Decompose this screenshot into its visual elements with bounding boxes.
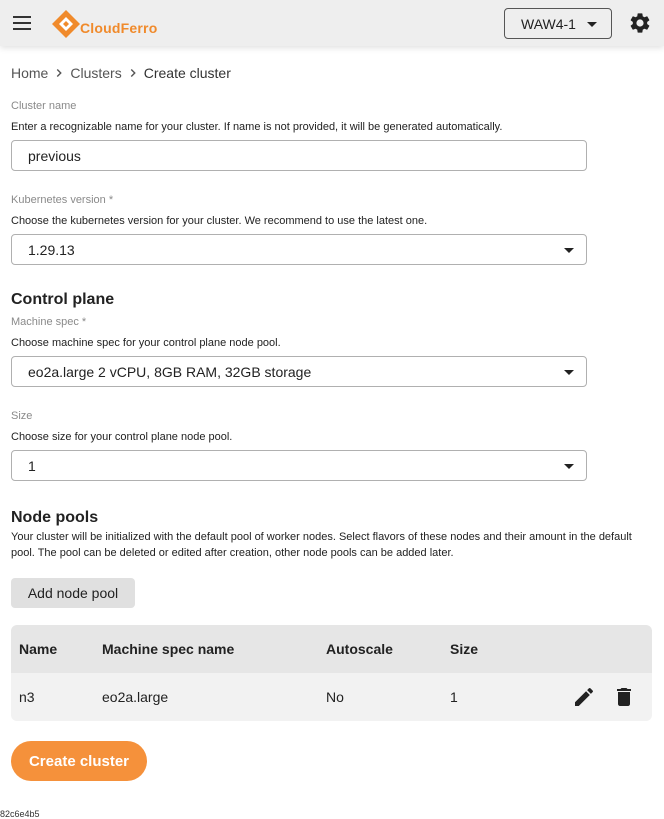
row-machine-spec: eo2a.large bbox=[102, 689, 169, 705]
cluster-name-label: Cluster name bbox=[11, 100, 77, 112]
edit-icon[interactable] bbox=[572, 685, 596, 709]
region-value: WAW4-1 bbox=[521, 15, 576, 32]
gear-icon[interactable] bbox=[628, 11, 652, 35]
brand-logo[interactable] bbox=[51, 8, 171, 40]
chevron-right-icon bbox=[126, 66, 140, 80]
kubernetes-version-label: Kubernetes version * bbox=[11, 194, 114, 206]
caret-down-icon bbox=[564, 248, 574, 253]
node-pools-description: Your cluster will be initialized with the default pool of worker nodes. Select flavors of these nodes and their amount in the default pool. The pool can be deleted or edited after creation, other node pools can be added later. bbox=[11, 531, 632, 559]
table-header bbox=[11, 625, 652, 673]
breadcrumb-clusters[interactable]: Clusters bbox=[70, 65, 122, 81]
kubernetes-version-select[interactable] bbox=[11, 234, 587, 265]
control-plane-title: Control plane bbox=[11, 291, 115, 308]
column-header-machine-spec: Machine spec name bbox=[102, 641, 235, 657]
cloudferro-logo bbox=[51, 9, 81, 39]
machine-spec-value: eo2a.large 2 vCPU, 8GB RAM, 32GB storage bbox=[28, 363, 312, 380]
node-pools-title: Node pools bbox=[11, 509, 99, 526]
size-value: 1 bbox=[28, 457, 36, 474]
top-app-bar bbox=[0, 0, 664, 46]
caret-down-icon bbox=[587, 22, 597, 27]
region-select[interactable] bbox=[504, 8, 612, 39]
breadcrumb-current: Create cluster bbox=[143, 65, 231, 81]
size-help: Choose size for your control plane node pool. bbox=[11, 431, 233, 443]
node-pools-table bbox=[11, 625, 652, 721]
menu-icon[interactable] bbox=[10, 12, 36, 34]
caret-down-icon bbox=[564, 464, 574, 469]
brand-name: CloudFerro bbox=[80, 20, 158, 36]
row-size: 1 bbox=[450, 689, 458, 705]
size-label: Size bbox=[11, 410, 33, 422]
add-node-pool-button[interactable]: Add node pool bbox=[11, 578, 135, 608]
cluster-name-value: previous bbox=[28, 147, 81, 164]
column-header-autoscale: Autoscale bbox=[326, 641, 393, 657]
caret-down-icon bbox=[564, 370, 574, 375]
row-autoscale: No bbox=[326, 689, 344, 705]
build-id: 82c6e4b5 bbox=[0, 809, 40, 819]
size-select[interactable] bbox=[11, 450, 587, 481]
machine-spec-label: Machine spec * bbox=[11, 316, 87, 328]
delete-icon[interactable] bbox=[612, 685, 636, 709]
column-header-name: Name bbox=[19, 641, 58, 657]
kubernetes-version-help: Choose the kubernetes version for your cluster. We recommend to use the latest one. bbox=[11, 215, 428, 227]
cluster-name-help: Enter a recognizable name for your cluster. If name is not provided, it will be generated automatically. bbox=[11, 121, 503, 133]
machine-spec-select[interactable] bbox=[11, 356, 587, 387]
breadcrumb-home[interactable]: Home bbox=[11, 65, 49, 81]
row-name: n3 bbox=[19, 689, 35, 705]
machine-spec-help: Choose machine spec for your control plane node pool. bbox=[11, 337, 281, 349]
column-header-size: Size bbox=[450, 641, 479, 657]
cluster-name-input[interactable] bbox=[11, 140, 587, 171]
breadcrumb bbox=[11, 64, 231, 82]
chevron-right-icon bbox=[52, 66, 66, 80]
kubernetes-version-value: 1.29.13 bbox=[28, 241, 75, 258]
table-row bbox=[11, 673, 652, 721]
create-cluster-button[interactable]: Create cluster bbox=[11, 741, 147, 781]
